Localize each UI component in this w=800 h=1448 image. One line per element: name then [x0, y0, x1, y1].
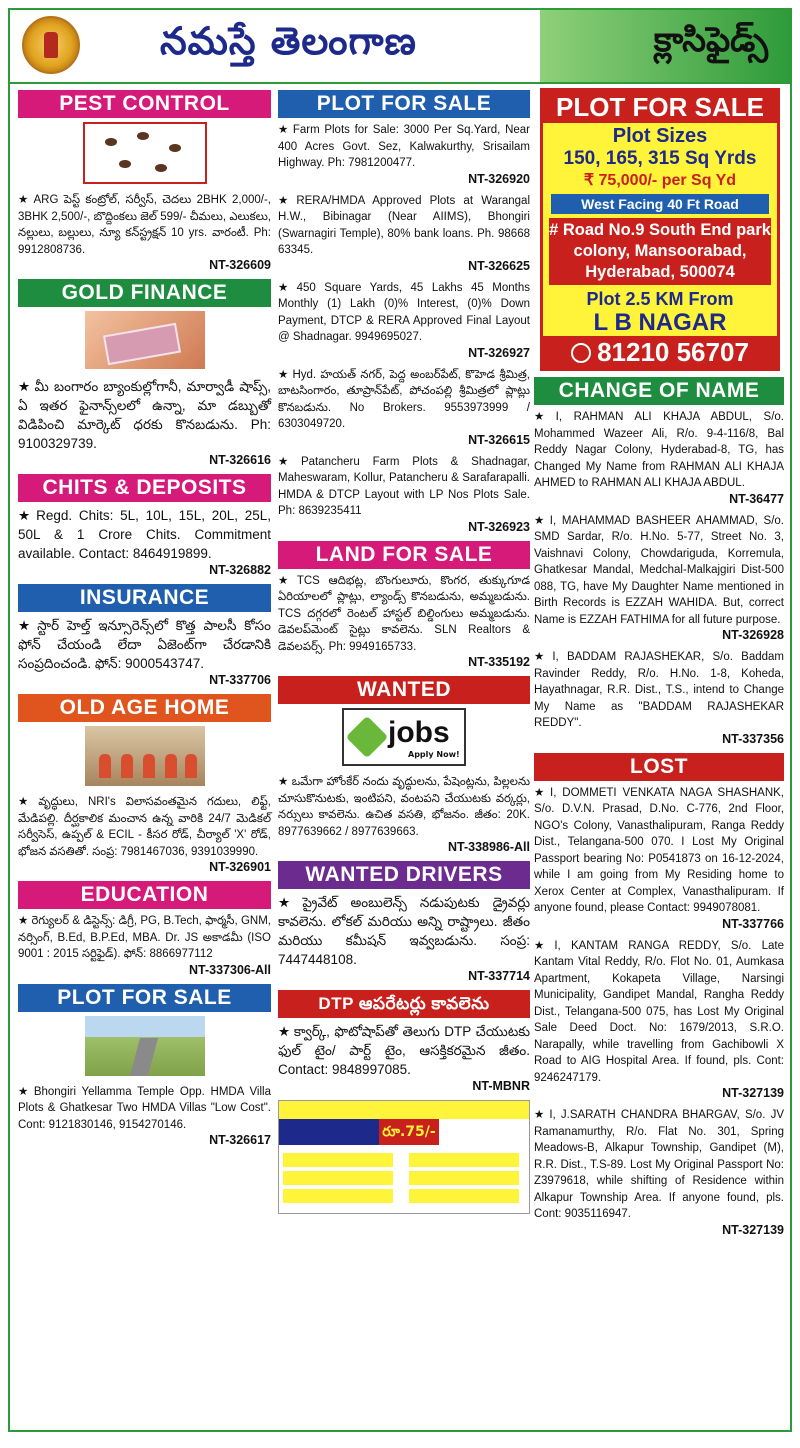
star-icon: ★	[278, 194, 294, 207]
star-icon: ★	[278, 281, 294, 294]
name-change-ad: ★ I, RAHMAN ALI KHAJA ABDUL, S/o. Mohammed Wazeer Ali, R/o. 9-4-116/8, Bal Reddy Nagar Colony, Hyderabad-8, TG, has Changed My Name from RAHMAN ALI KHAJA AHMED to RAHMAN ALI KHAJA ABDUL.	[534, 411, 784, 489]
lost-ad: ★ I, KANTAM RANGA REDDY, S/o. Late Kantam Vital Reddy, R/o. Flot No. 01, Aumkasa Apartment, Kokapeta Village, Narsingi Municipality, Gandipet Mandal, Rangha Reddy Dist., Telangana-500 075, has Lost My Original Sale Deed Doct. No: 1679/2013, S.R.O. Narapally, while travelling from Gachibowli X Road to AIG Hospital Area. If found, pls. Cont: 9246247179.	[534, 939, 784, 1084]
ad-code: NT-326882	[209, 563, 271, 577]
newspaper-logo-icon	[22, 16, 80, 74]
insurance-ad: ★ స్టార్ హెల్త్ ఇన్సూరెన్స్‌లో కొత్త పాలసీ కోసం ఫోన్ చేయండి లేదా ఏజెంట్‌గా చేరడానికి సంప్రదించండి. ఫోన్: 9000543747.	[18, 618, 271, 671]
star-icon: ★	[278, 1024, 291, 1039]
lost-header: LOST	[534, 753, 784, 781]
ad-code: NT-326616	[209, 453, 271, 467]
column-3	[534, 88, 784, 1244]
star-icon: ★	[278, 368, 290, 381]
plot-ad: ★ 450 Square Yards, 45 Lakhs 45 Months Monthly (1) Lakh (0)% Interest, (0)% Down Payment, DTCP & RERA Approved Final Layout @ Shadnagar. 9949695027.	[278, 281, 530, 343]
plot-ad: ★ Farm Plots for Sale: 3000 Per Sq.Yard, Near 400 Acres Govt. Sez, Kalwakurthy, Srisailam Highway. Ph: 7981200477.	[278, 124, 530, 169]
arrow-icon	[346, 716, 388, 758]
chits-deposits-header: CHITS & DEPOSITS	[18, 474, 271, 502]
star-icon: ★	[534, 411, 553, 423]
land-ad: ★ TCS ఆదిభట్ల, బొంగులూరు, కొంగర, తుక్కుగూడ ఏరియాలలో ప్లాట్లు, ల్యాండ్స్ కొనబడును, అమ్మబడును. TCS దగ్గరలో రెంటల్ హాస్టల్ బిల్డింగులు అమ్మబడును. డెవలప్‌మెంట్ సైట్లు కావలెను. SLN Realtors & డెవలపర్స్. Ph: 9949165733.	[278, 574, 531, 653]
plot-ad: ★ Patancheru Farm Plots & Shadnagar, Maheswaram, Kollur, Patancheru & Sarafarapalli. HMDA & DTCP Layout with LP Nos Plots Sale. Ph: 8639235411	[278, 455, 530, 517]
plot-for-sale-header: PLOT FOR SALE	[18, 984, 271, 1012]
ad-code: NT-326901	[209, 860, 271, 874]
plot-price: ₹ 75,000/- per Sq Yd	[583, 172, 737, 189]
ad-code: NT-326923	[468, 519, 530, 534]
pest-insects-image	[83, 122, 207, 184]
old-age-home-ad: ★ వృద్ధులు, NRI's విలాసవంతమైన గదులు, లిఫ్ట్, మేడిపల్లి. దీర్ఘకాలిక మంచాన ఉన్న వారికి 24/7 మెడికల్ సర్వీసెస్, ఉప్పల్ & ECIL - కీసర రోడ్, చీర్యాల్ 'X' రోడ్, భోజన వసతితో. సంప్ర: 7981467036, 9391039990.	[18, 796, 272, 858]
classifieds-page	[8, 8, 792, 1432]
gold-finance-header: GOLD FINANCE	[18, 279, 271, 307]
education-ad: ★ రెగ్యులర్ & డిస్టెన్స్: డిగ్రీ, PG, B.Tech, ఫార్మసీ, GNM, నర్సింగ్, B.Ed, B.P.Ed, MBA. Dr. JS అకాడమీ (ISO 9001 : 2015 సర్టిఫైడ్). ఫోన్: 8866977112	[18, 915, 272, 960]
jobs-logo-sub: Apply Now!	[408, 750, 460, 759]
plot-for-sale-header: PLOT FOR SALE	[278, 90, 530, 118]
plot-sizes: 150, 165, 315 Sq Yrds	[563, 148, 757, 169]
ad-code: NT-326625	[468, 258, 530, 273]
column-2	[278, 88, 530, 1214]
star-icon: ★	[18, 1085, 31, 1098]
cash-handover-image	[85, 311, 205, 369]
star-icon: ★	[18, 508, 34, 523]
ad-code: NT-337706	[209, 673, 271, 687]
plot-ad: ★ RERA/HMDA Approved Plots at Warangal H.W., Bibinagar (Near AIIMS), Bhongiri (Swarnagiri Temple), 80% bank loans. Ph. 98668 63345.	[278, 194, 530, 256]
masthead	[10, 10, 790, 84]
ad-code: NT-337306-All	[189, 962, 271, 977]
ad-code: NT-337356	[722, 731, 784, 746]
plot-landmark: L B NAGAR	[593, 309, 727, 336]
dtp-ad: ★ క్వార్క్, ఫొటోషాప్‌తో తెలుగు DTP చేయుటకు ఫుల్ టైం/ పార్ట్ టైం, ఆసక్తికరమైన జీతం. Contact: 9848997085.	[278, 1024, 530, 1077]
star-icon: ★	[18, 194, 31, 206]
gold-finance-ad: ★ మీ బంగారం బ్యాంకుల్లోగానీ, మార్వాడీ షాప్స్, ఏ ఇతర ఫైనాన్స్‌లలో ఉన్నా, మా డబ్బుతో విడిపించి మార్కెట్ ధరకు కొనబడును. Ph: 9100329739.	[18, 379, 271, 451]
jobs-logo-word: jobs	[388, 716, 450, 749]
old-age-home-header: OLD AGE HOME	[18, 694, 271, 722]
star-icon: ★	[278, 776, 289, 788]
ad-code: NT-326927	[468, 345, 530, 360]
name-change-ad: ★ I, MAHAMMAD BASHEER AHAMMAD, S/o. SMD Sardar, R/o. H.No. 5-77, Street No. 3, Vaishnavi Colony, Chowdariguda, Korremula, Ghatkesar Mandal, Medchal-Malkajgiri Dist-500 088, TG, have My Daughter Name mentioned in Birth Records is EZZAH WAHIDA. But, correct Name is EZZAH FATHIMA for all future purpose.	[534, 514, 784, 626]
wanted-header: WANTED	[278, 676, 530, 704]
jobs-logo	[342, 708, 466, 766]
lost-ad: ★ I, J.SARATH CHANDRA BHARGAV, S/o. JV Ramanamurthy, R/o. Flat No. 301, Spring Meadows-B, Alkapur Township, Gandipet (M), R.R. Dist., T.S-89. Lost My Original Passport No: Z3979618, while shifting of Residence within Alkapur Township Area. If anyone found, pls. Cont: 9035116947.	[534, 1109, 785, 1220]
star-icon: ★	[534, 514, 547, 527]
pest-control-ad: ★ ARG పెస్ట్ కంట్రోల్, సర్వీస్, చెదలు 2BHK 2,000/-, 3BHK 2,500/-, బొద్దింకలు జెల్ 599/- చీమలు, ఎలుకలు, నల్లులు, బల్లులు, న్యూ కన్‌స్ట్రక్షన్ 10 yrs. వారంటీ. Ph: 9912808736.	[18, 194, 272, 256]
phone-icon	[571, 343, 591, 363]
star-icon: ★	[18, 915, 29, 927]
plot-address: # Road No.9 South End park colony, Mansoorabad, Hyderabad, 500074	[549, 218, 771, 285]
section-banner	[540, 10, 790, 82]
education-header: EDUCATION	[18, 881, 271, 909]
plot-layout-image	[85, 1016, 205, 1076]
ad-code: NT-326617	[209, 1133, 271, 1147]
drivers-ad: ★ ప్రైవేట్ అంబులెన్స్ నడుపుటకు డ్రైవర్లు కావలెను. లోకల్ మరియు అన్ని రాష్ట్రాలు. జీతం మరియు కమీషన్ ఇవ్వబడును. సంప్ర: 7447448108.	[278, 895, 531, 967]
ad-code: NT-337714	[468, 969, 530, 983]
star-icon: ★	[534, 939, 552, 952]
plot-for-sale-display-ad	[540, 88, 780, 371]
ad-code: NT-337766	[722, 916, 784, 931]
ad-code: NT-327139	[722, 1086, 784, 1100]
section-title: క్లాసిఫైడ్స్	[653, 20, 768, 60]
star-icon: ★	[278, 124, 290, 136]
plot-ad: ★ Hyd. హయత్ నగర్, పెద్ద అంబర్‌పేట్, కొహెడ శ్రీమిత్ర, బాటసింగారం, తూప్రాన్‌పేట్, పోచంపల్లి శ్రీమిత్రలో ప్లాట్లు కొనబడును. No Brokers. 9553973999 / 6303049720.	[278, 368, 530, 430]
road-facing: West Facing 40 Ft Road	[551, 194, 769, 214]
wanted-ad: ★ ఒమేగా హోంకేర్ నందు వృద్ధులను, పేషెంట్లను, పిల్లలను చూసుకొనుటకు, ఇంటిపని, వంటపని చేయుటకు వర్కర్లు, నర్సులు కావలెను. ఉచిత వసతి, భోజనం. జీతం: 20K. 8977639662 / 8977639663.	[278, 776, 530, 838]
ad-code: NT-335192	[468, 655, 530, 669]
star-icon: ★	[18, 796, 36, 808]
ad-code: NT-338986-All	[448, 840, 530, 854]
ad-code: NT-326920	[468, 171, 530, 186]
subscription-promo	[278, 1100, 530, 1214]
ad-code: NT-326609	[209, 258, 271, 272]
change-of-name-header: CHANGE OF NAME	[534, 377, 784, 405]
star-icon: ★	[534, 651, 550, 663]
land-for-sale-header: LAND FOR SALE	[278, 541, 530, 569]
star-icon: ★	[278, 895, 300, 910]
star-icon: ★	[18, 618, 35, 633]
ad-code: NT-327139	[722, 1222, 784, 1237]
star-icon: ★	[534, 786, 548, 799]
plot-distance: Plot 2.5 KM From	[586, 289, 734, 309]
star-icon: ★	[278, 574, 294, 587]
plot-sizes-label: Plot Sizes	[612, 125, 708, 147]
dtp-header: DTP ఆపరేటర్లు కావలెను	[278, 990, 530, 1018]
insurance-header: INSURANCE	[18, 584, 271, 612]
chits-ad: ★ Regd. Chits: 5L, 10L, 15L, 20L, 25L, 50L & 1 Crore Chits. Commitment available. Contact: 8464919899.	[18, 508, 271, 561]
star-icon: ★	[18, 379, 32, 394]
ad-code: NT-326928	[722, 628, 784, 642]
star-icon: ★	[534, 1109, 547, 1121]
lost-ad: ★ I, DOMMETI VENKATA NAGA SHASHANK, S/o. D.V.N. Prasad, D.No. C-776, 2nd Floor, NGO's Colony, Vanasthalipuram, Ranga Reddy Dist., Telangana-500 070. I Lost My Original Passport bearing No: P0541873 on 16-12-2024, while I am going from My Residing home to Xerox Center at Complex, Vanasthalipuram. If anyone found, please Contact: 9949078081.	[534, 786, 785, 914]
elderly-people-image	[85, 726, 205, 786]
plot-ad: ★ Bhongiri Yellamma Temple Opp. HMDA Villa Plots & Ghatkesar Two HMDA Villas "Low Cost". Cont: 9121830146, 9154270146.	[18, 1085, 271, 1131]
star-icon: ★	[278, 455, 298, 468]
newspaper-title: నమస్తే తెలంగాణ	[160, 18, 417, 63]
plot-phone: 81210 56707	[543, 336, 777, 368]
wanted-drivers-header: WANTED DRIVERS	[278, 861, 530, 889]
plot-ad-header: PLOT FOR SALE	[543, 91, 777, 123]
column-1	[18, 88, 271, 1154]
pest-control-header: PEST CONTROL	[18, 90, 271, 118]
promo-price: రూ.75/-	[379, 1119, 439, 1145]
ad-code: NT-MBNR	[472, 1079, 530, 1093]
name-change-ad: ★ I, BADDAM RAJASHEKAR, S/o. Baddam Ravinder Reddy, R/o. H.No. 1-8, Koheda, Hayathnagar, R.R. Dist., T.S., intend to Change My Name as "BADDAM RAJASHEKAR REDDY".	[534, 651, 784, 729]
ad-code: NT-326615	[468, 432, 530, 447]
ad-code: NT-36477	[729, 491, 784, 506]
